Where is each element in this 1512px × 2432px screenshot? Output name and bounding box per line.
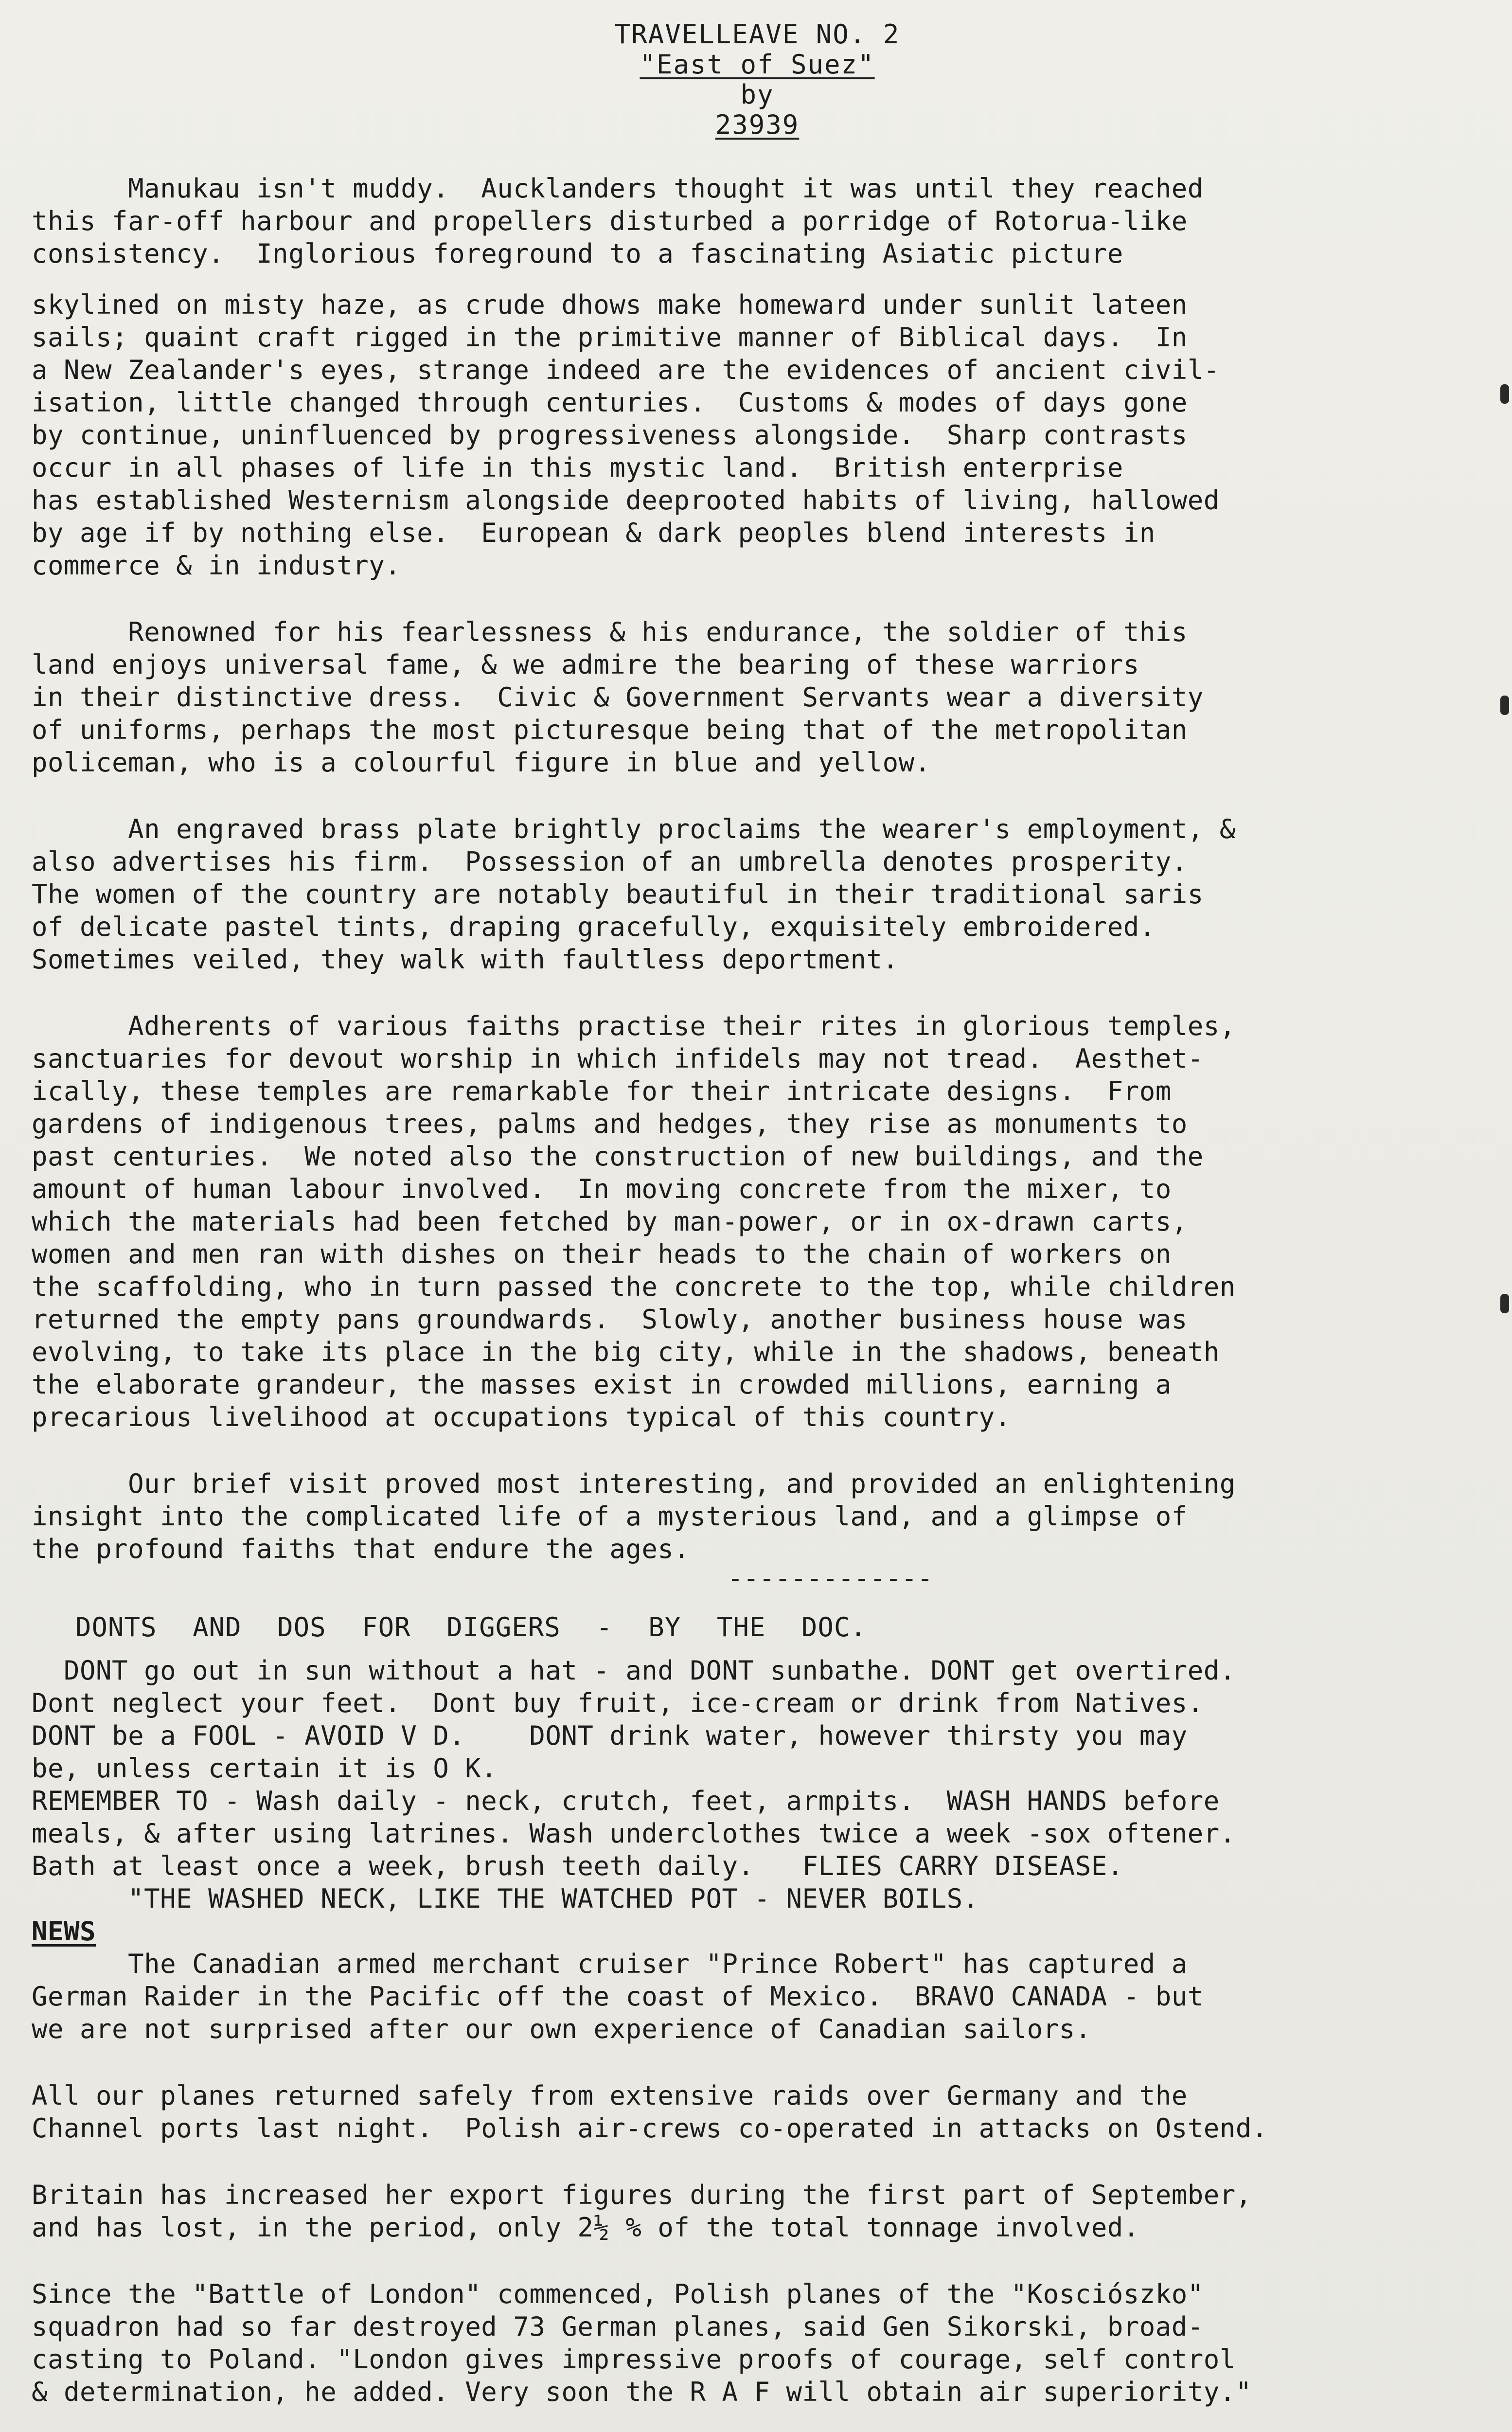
donts-line: "THE WASHED NECK, LIKE THE WATCHED POT - NEVER BOILS. xyxy=(32,1883,979,1914)
text-line: by continue, uninfluenced by progressiveness alongside. Sharp contrasts xyxy=(32,420,1188,450)
text-line: policeman, who is a colourful figure in blue and yellow. xyxy=(32,747,931,778)
text-line: & determination, he added. Very soon the R A F will obtain air superiority." xyxy=(32,2377,1252,2407)
donts-line: be, unless certain it is O K. xyxy=(32,1753,498,1784)
paragraph xyxy=(32,1010,1483,1433)
text-line: casting to Poland. "London gives impressive proofs of courage, self control xyxy=(32,2344,1236,2375)
text-line: women and men ran with dishes on their heads to the chain of workers on xyxy=(32,1239,1172,1270)
text-line: All our planes returned safely from extensive raids over Germany and the xyxy=(32,2080,1188,2111)
text-line: also advertises his firm. Possession of an umbrella denotes prosperity. xyxy=(32,846,1188,877)
text-line: ically, these temples are remarkable for their intricate designs. From xyxy=(32,1076,1172,1107)
donts-line: DONT be a FOOL - AVOID V D. DONT drink water, however thirsty you may xyxy=(32,1720,1188,1751)
travelogue-body xyxy=(32,172,1483,1565)
document-title: TRAVELLEAVE NO. 2 xyxy=(614,19,900,50)
text-line: sails; quaint craft rigged in the primitive manner of Biblical days. In xyxy=(32,322,1188,353)
text-line: evolving, to take its place in the big city, while in the shadows, beneath xyxy=(32,1337,1220,1367)
text-line: Adherents of various faiths practise their rites in glorious temples, xyxy=(32,1011,1236,1041)
news-label: NEWS xyxy=(32,1916,96,1947)
text-line: gardens of indigenous trees, palms and hedges, they rise as monuments to xyxy=(32,1109,1188,1139)
news-item xyxy=(32,2278,1483,2408)
text-line: Britain has increased her export figures during the first part of September, xyxy=(32,2180,1252,2210)
donts-line: Bath at least once a week, brush teeth daily. FLIES CARRY DISEASE. xyxy=(32,1851,1123,1881)
text-line: the scaffolding, who in turn passed the concrete to the top, while children xyxy=(32,1271,1236,1302)
edge-mark xyxy=(1500,696,1509,715)
news-item xyxy=(32,2179,1483,2244)
text-line: Renowned for his fearlessness & his endurance, the soldier of this xyxy=(32,617,1188,647)
text-line: occur in all phases of life in this mystic land. British enterprise xyxy=(32,452,1123,483)
news-list xyxy=(32,1948,1483,2432)
text-line: we are not surprised after our own experience of Canadian sailors. xyxy=(32,2014,1091,2044)
paragraph xyxy=(32,172,1483,270)
donts-list xyxy=(32,1654,1483,1915)
paragraph xyxy=(32,616,1483,779)
text-line: returned the empty pans groundwards. Slowly, another business house was xyxy=(32,1304,1188,1335)
author-number: 23939 xyxy=(715,109,800,140)
text-line: An engraved brass plate brightly proclaims the wearer's employment, & xyxy=(32,814,1236,844)
paragraph xyxy=(32,1467,1483,1565)
byline: by xyxy=(740,79,774,110)
text-line: amount of human labour involved. In moving concrete from the mixer, to xyxy=(32,1174,1172,1204)
text-line: has established Westernism alongside deeprooted habits of living, hallowed xyxy=(32,485,1220,516)
text-line: isation, little changed through centuries. Customs & modes of days gone xyxy=(32,387,1188,418)
text-line: squadron had so far destroyed 73 German planes, said Gen Sikorski, broad- xyxy=(32,2311,1204,2342)
text-line: the elaborate grandeur, the masses exist in crowded millions, earning a xyxy=(32,1369,1172,1400)
text-line: in their distinctive dress. Civic & Government Servants wear a diversity xyxy=(32,682,1204,713)
text-line: German Raider in the Pacific off the coast of Mexico. BRAVO CANADA - but xyxy=(32,1981,1204,2012)
text-line: Our brief visit proved most interesting, and provided an enlightening xyxy=(32,1468,1236,1499)
donts-line: meals, & after using latrines. Wash underclothes twice a week -sox oftener. xyxy=(32,1818,1236,1849)
text-line: and has lost, in the period, only 2½ % of the total tonnage involved. xyxy=(32,2212,1139,2243)
text-line: Manukau isn't muddy. Aucklanders thought it was until they reached xyxy=(32,173,1204,204)
text-line: this far-off harbour and propellers disturbed a porridge of Rotorua-like xyxy=(32,206,1188,236)
edge-mark xyxy=(1500,384,1509,404)
news-item xyxy=(32,1948,1483,2045)
text-line: by age if by nothing else. European & dark peoples blend interests in xyxy=(32,518,1156,548)
edge-mark xyxy=(1500,1294,1509,1313)
text-line: past centuries. We noted also the construction of new buildings, and the xyxy=(32,1141,1204,1172)
donts-title: DONTS AND DOS FOR DIGGERS - BY THE DOC. xyxy=(75,1612,867,1643)
text-line: sanctuaries for devout worship in which infidels may not tread. Aesthet- xyxy=(32,1043,1204,1074)
section-divider: ------------- xyxy=(727,1563,933,1593)
header xyxy=(32,19,1483,140)
donts-line: REMEMBER TO - Wash daily - neck, crutch, feet, armpits. WASH HANDS before xyxy=(32,1786,1220,1816)
donts-line: DONT go out in sun without a hat - and DONT sunbathe. DONT get overtired. xyxy=(32,1655,1236,1686)
text-line: Since the "Battle of London" commenced, Polish planes of the "Kosciószko" xyxy=(32,2279,1204,2309)
paragraph xyxy=(32,288,1483,582)
news-item xyxy=(32,2079,1483,2145)
paragraph xyxy=(32,813,1483,976)
text-line: The women of the country are notably beautiful in their traditional saris xyxy=(32,879,1204,910)
text-line: a New Zealander's eyes, strange indeed are the evidences of ancient civil- xyxy=(32,355,1220,385)
text-line: insight into the complicated life of a mysterious land, and a glimpse of xyxy=(32,1501,1188,1532)
donts-line: Dont neglect your feet. Dont buy fruit, ice-cream or drink from Natives. xyxy=(32,1688,1204,1718)
text-line: commerce & in industry. xyxy=(32,550,401,581)
text-line: The Canadian armed merchant cruiser "Prince Robert" has captured a xyxy=(32,1949,1188,1979)
text-line: which the materials had been fetched by man-power, or in ox-drawn carts, xyxy=(32,1206,1188,1237)
text-line: consistency. Inglorious foreground to a fascinating Asiatic picture xyxy=(32,238,1123,269)
text-line: Sometimes veiled, they walk with faultless deportment. xyxy=(32,944,899,975)
text-line: precarious livelihood at occupations typical of this country. xyxy=(32,1402,1011,1432)
text-line: the profound faiths that endure the ages. xyxy=(32,1534,690,1564)
document-subtitle: "East of Suez" xyxy=(640,49,875,80)
text-line: of delicate pastel tints, draping gracefully, exquisitely embroidered. xyxy=(32,912,1156,942)
text-line: land enjoys universal fame, & we admire the bearing of these warriors xyxy=(32,649,1139,680)
text-line: skylined on misty haze, as crude dhows make homeward under sunlit lateen xyxy=(32,289,1188,320)
text-line: of uniforms, perhaps the most picturesque being that of the metropolitan xyxy=(32,715,1188,745)
text-line: Channel ports last night. Polish air-crews co-operated in attacks on Ostend. xyxy=(32,2113,1268,2144)
